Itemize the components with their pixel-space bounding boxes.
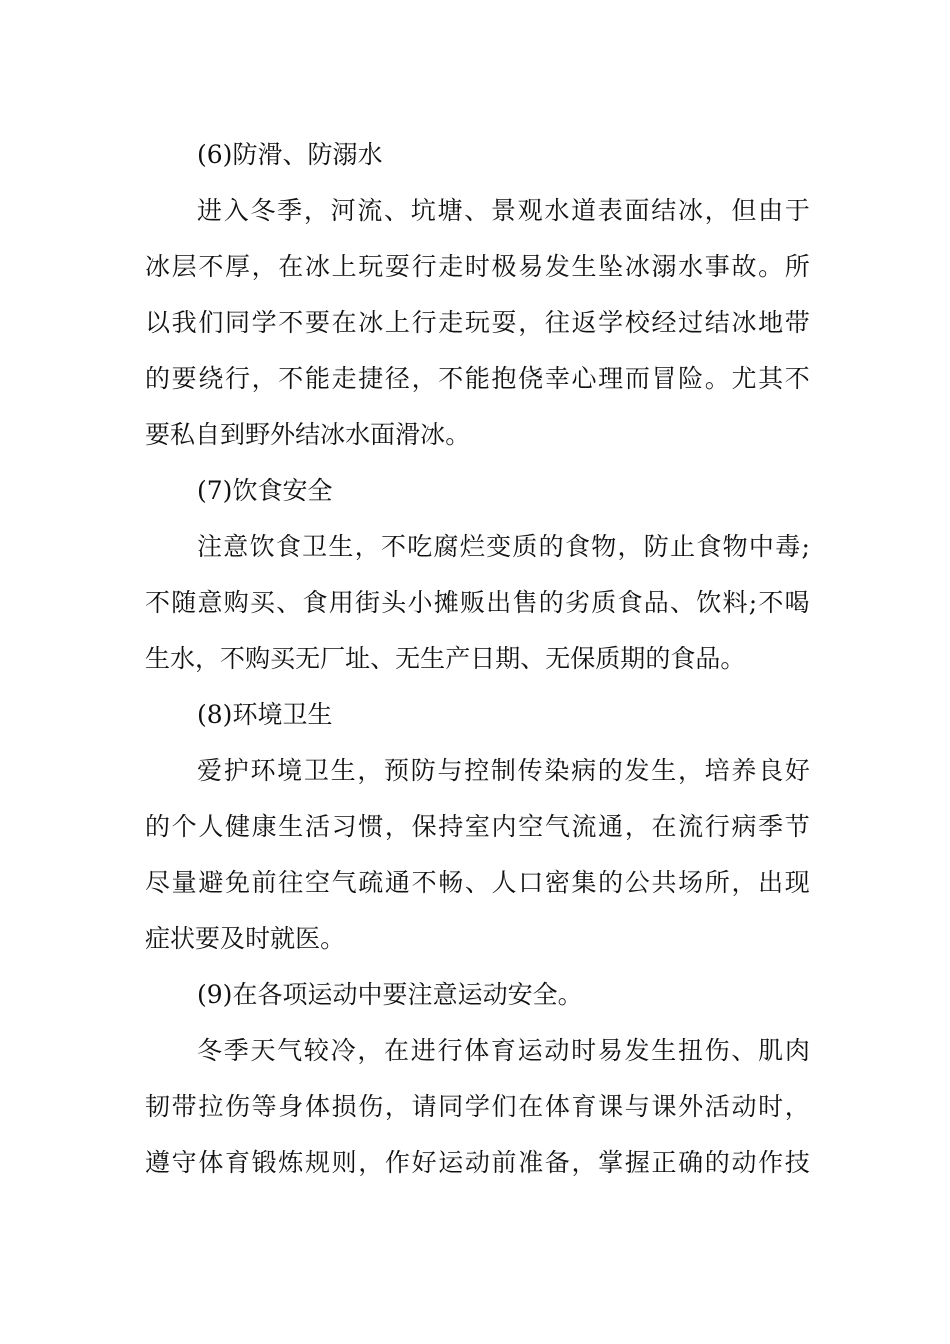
text-line: 冬 季 天 气 较 冷 ， 在 进 行 体 育 运 动 时 易 发 生 扭 伤 、 肌 肉 — [197, 1036, 810, 1065]
text-line: 的 要 绕 行 ， 不 能 走 捷 径 ， 不 能 抱 侥 幸 心 理 而 冒 险 。 尤 其 不 — [145, 364, 810, 393]
text-line: ( 6 ) 防 滑 、 防 溺 水 — [197, 140, 383, 169]
text-line: 以 我 们 同 学 不 要 在 冰 上 行 走 玩 耍 ， 往 返 学 校 经 过 结 冰 地 带 — [145, 308, 810, 337]
text-line: ( 7 ) 饮 食 安 全 — [197, 476, 333, 505]
text-line: 爱 护 环 境 卫 生 ， 预 防 与 控 制 传 染 病 的 发 生 ， 培 养 良 好 — [197, 756, 810, 785]
text-line: 生 水 ， 不 购 买 无 厂 址 、 无 生 产 日 期 、 无 保 质 期 的 食 品 。 — [145, 644, 746, 673]
text-line: 要 私 自 到 野 外 结 冰 水 面 滑 冰 。 — [145, 420, 471, 449]
text-line: ( 8 ) 环 境 卫 生 — [197, 700, 333, 729]
text-line: 不 随 意 购 买 、 食 用 街 头 小 摊 贩 出 售 的 劣 质 食 品 、 饮 料 ; 不 喝 — [145, 588, 810, 617]
text-line: 注 意 饮 食 卫 生 ， 不 吃 腐 烂 变 质 的 食 物 ， 防 止 食 物 中 毒 ; — [197, 532, 810, 561]
text-line: ( 9 ) 在 各 项 运 动 中 要 注 意 运 动 安 全 。 — [197, 980, 583, 1009]
text-line: 症 状 要 及 时 就 医 。 — [145, 924, 346, 953]
text-line: 尽 量 避 免 前 往 空 气 疏 通 不 畅 、 人 口 密 集 的 公 共 场 所 ， 出 现 — [145, 868, 810, 897]
text-line: 韧 带 拉 伤 等 身 体 损 伤 ， 请 同 学 们 在 体 育 课 与 课 外 活 动 时 ， — [145, 1092, 810, 1121]
text-line: 冰 层 不 厚 ， 在 冰 上 玩 耍 行 走 时 极 易 发 生 坠 冰 溺 水 事 故 。 所 — [145, 252, 810, 281]
document-page — [145, 127, 810, 1191]
text-line: 遵 守 体 育 锻 炼 规 则 ， 作 好 运 动 前 准 备 ， 掌 握 正 确 的 动 作 技 — [145, 1148, 810, 1177]
text-line: 进 入 冬 季 ， 河 流 、 坑 塘 、 景 观 水 道 表 面 结 冰 ， 但 由 于 — [197, 196, 810, 225]
text-line: 的 个 人 健 康 生 活 习 惯 ， 保 持 室 内 空 气 流 通 ， 在 流 行 病 季 节 — [145, 812, 810, 841]
